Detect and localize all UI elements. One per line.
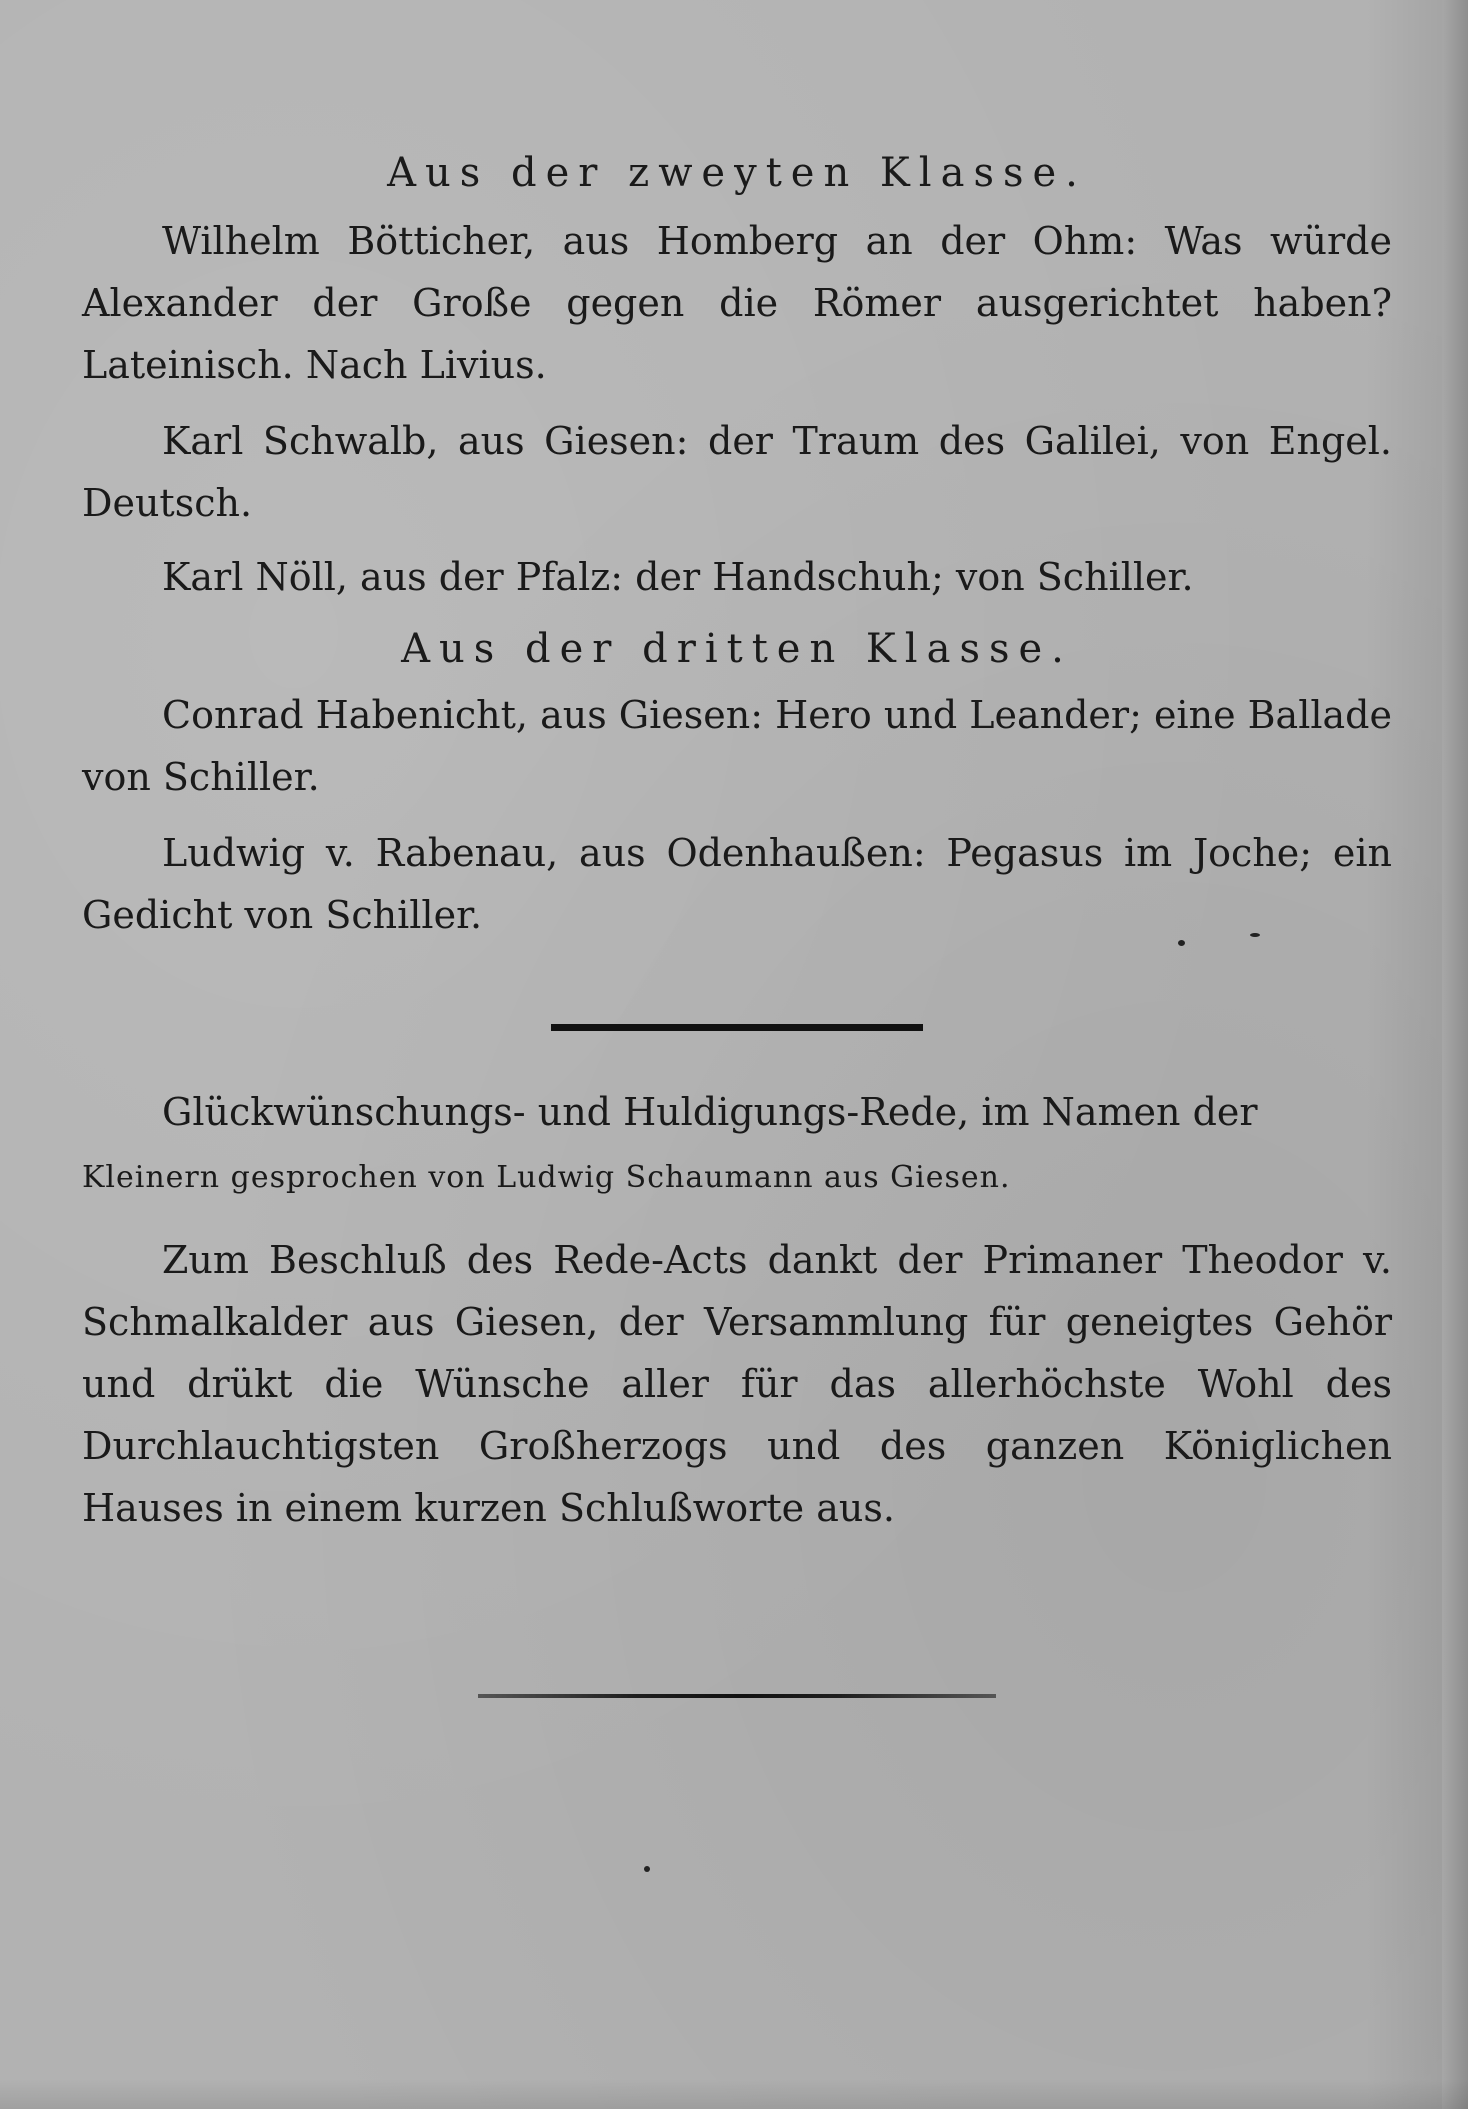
entry-schwalb: Karl Schwalb, aus Giesen: der Traum des Galilei, von Engel. Deutsch. — [82, 419, 1392, 525]
ink-speck — [1250, 933, 1260, 937]
end-ornament-rule — [478, 1694, 996, 1698]
entry-noell: Karl Nöll, aus der Pfalz: der Handschuh; von Schiller. — [162, 555, 1194, 599]
ink-speck — [644, 1866, 650, 1872]
entry-boetticher: Wilhelm Bötticher, aus Homberg an der Ohm: Was würde Alexander der Große gegen die Römer ausgerichtet haben? Lateinisch. Nach Livius. — [82, 219, 1392, 387]
entry-habenicht: Conrad Habenicht, aus Giesen: Hero und Leander; eine Ballade von Schiller. — [82, 693, 1392, 799]
page-content — [82, 150, 1392, 1698]
entry-rabenau: Ludwig v. Rabenau, aus Odenhaußen: Pegasus im Joche; ein Gedicht von Schiller. — [82, 831, 1392, 937]
section-divider-rule — [551, 1024, 923, 1031]
speech-paragraph — [82, 1081, 1392, 1209]
page-bottom-shadow — [0, 2079, 1468, 2109]
page-edge-shadow — [1442, 0, 1468, 2109]
closing-paragraph: Zum Beschluß des Rede-Acts dankt der Primaner Theodor v. Schmalkalder aus Giesen, der Versammlung für geneigtes Gehör und drükt die Wünsche aller für das allerhöchste Wohl des Durchlauchtigsten Großherzogs und des ganzen Königlichen Hauses in einem kurzen Schlußworte aus. — [82, 1238, 1392, 1530]
section-heading-third-class: Aus der dritten Klasse. — [401, 626, 1073, 672]
ink-speck — [1178, 940, 1185, 946]
section-heading-second-class: Aus der zweyten Klasse. — [387, 150, 1087, 196]
speech-title-line: Glückwünschungs- und Huldigungs-Rede, im Namen der — [162, 1090, 1258, 1134]
speech-speaker-line: Kleinern gesprochen von Ludwig Schaumann aus Giesen. — [82, 1160, 1011, 1195]
